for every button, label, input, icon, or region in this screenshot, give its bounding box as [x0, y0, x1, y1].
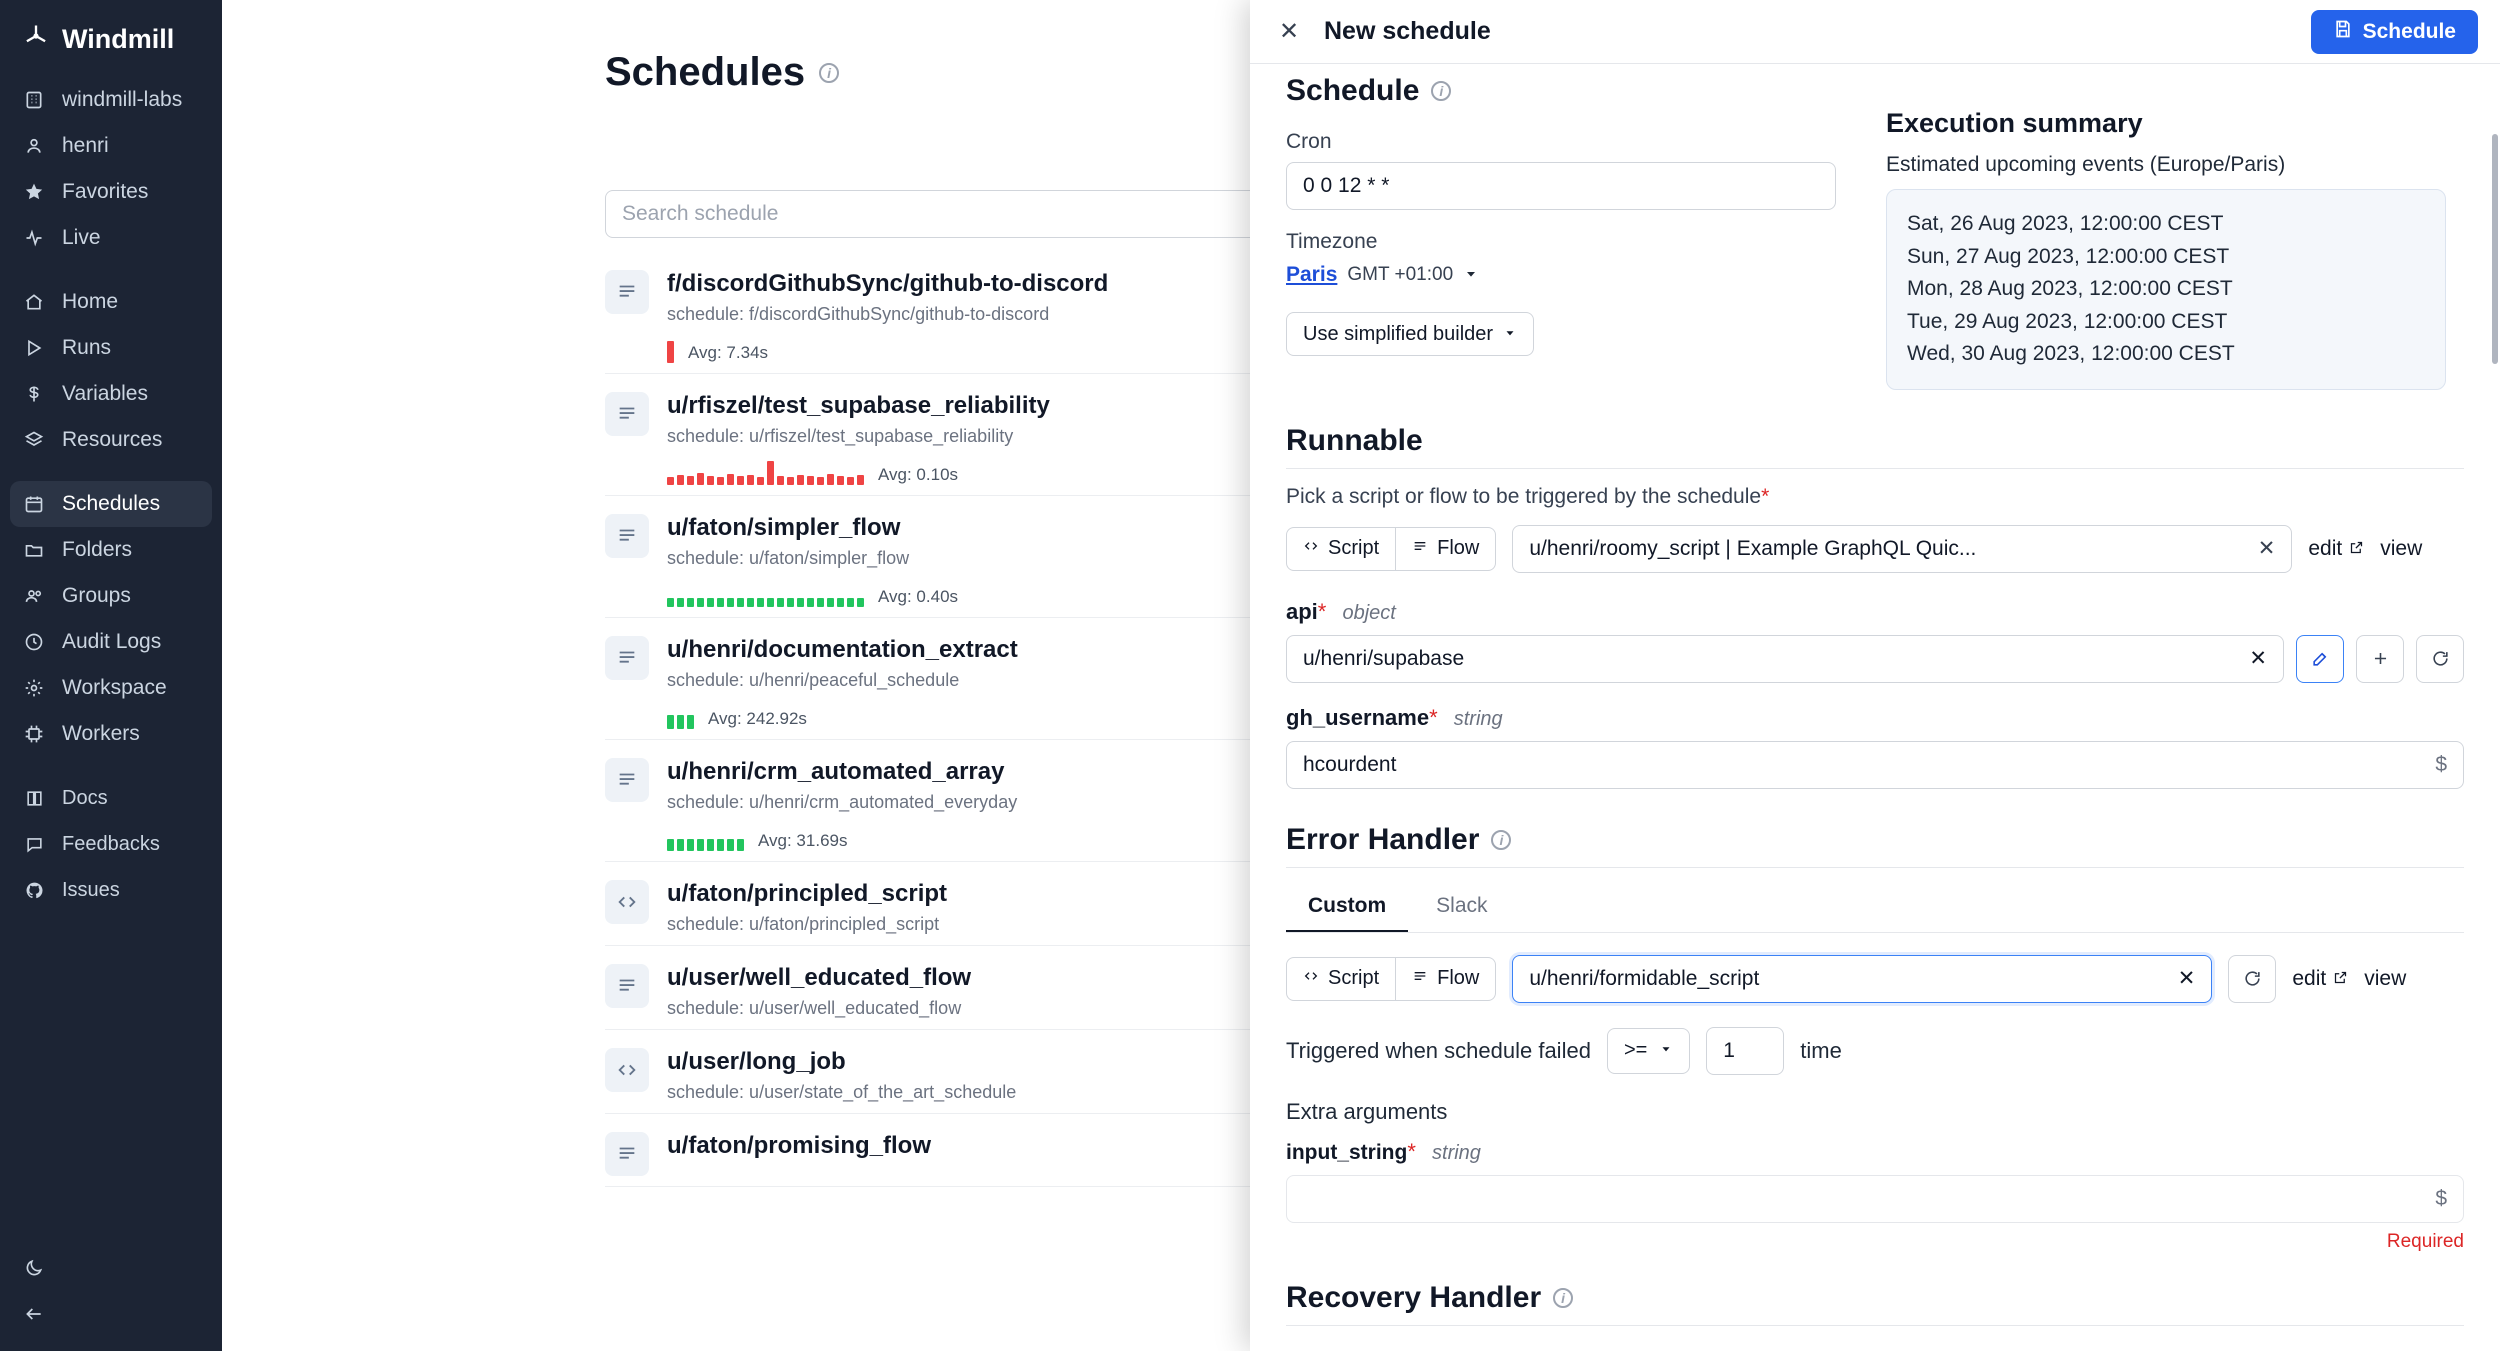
- flow-icon: [1412, 967, 1428, 990]
- users-icon: [22, 584, 46, 608]
- schedule-path: schedule: u/rfiszel/test_supabase_reliability: [667, 426, 1014, 446]
- sidebar-item-label: Runs: [62, 336, 112, 359]
- windmill-icon: [22, 22, 50, 57]
- runnable-view-label: view: [2380, 536, 2423, 560]
- schedule-name: u/user/long_job: [667, 1048, 846, 1075]
- gear-icon: [22, 676, 46, 700]
- sidebar-item-label: Feedbacks: [62, 832, 160, 855]
- sidebar-item-label: Audit Logs: [62, 630, 162, 653]
- execution-summary-heading: Execution summary: [1886, 108, 2143, 138]
- tab-custom[interactable]: Custom: [1286, 882, 1408, 932]
- save-icon: [2333, 19, 2353, 45]
- schedule-path: schedule: u/user/state_of_the_art_schedule: [667, 1082, 1017, 1102]
- cron-label: Cron: [1286, 130, 1332, 153]
- runs-sparkline: [667, 705, 694, 729]
- event-item: Mon, 28 Aug 2023, 12:00:00 CEST: [1907, 277, 2233, 301]
- time-unit-label: time: [1800, 1037, 1842, 1063]
- timezone-label: Timezone: [1286, 230, 1378, 253]
- flow-tab-label: Flow: [1437, 537, 1480, 560]
- arg-api-input[interactable]: [1286, 635, 2284, 683]
- flow-icon: [1412, 537, 1428, 560]
- info-icon[interactable]: i: [1491, 830, 1511, 850]
- event-item: Sat, 26 Aug 2023, 12:00:00 CEST: [1907, 212, 2224, 235]
- execution-summary-subtitle: Estimated upcoming events (Europe/Paris): [1886, 153, 2286, 176]
- sidebar-item-label: Variables: [62, 382, 148, 405]
- sidebar-item-home[interactable]: [0, 279, 222, 325]
- runnable-view-link[interactable]: [2380, 537, 2422, 561]
- user-label: henri: [62, 134, 109, 157]
- error-handler-heading: [1286, 823, 2464, 857]
- schedule-avg: Avg: 31.69s: [758, 831, 848, 850]
- external-link-icon: [2349, 537, 2364, 561]
- flow-tab[interactable]: [1396, 527, 1496, 571]
- error-flow-tab[interactable]: [1396, 957, 1496, 1001]
- sidebar-item-issues[interactable]: [0, 867, 222, 913]
- schedule-avg: Avg: 0.40s: [878, 587, 959, 606]
- operator-value: >=: [1623, 1039, 1648, 1062]
- sidebar-item-label: Live: [62, 226, 101, 249]
- sidebar-item-label: Issues: [62, 878, 120, 901]
- timezone-select[interactable]: [1286, 262, 1846, 288]
- sidebar-item-workers[interactable]: [0, 711, 222, 757]
- user-menu[interactable]: [0, 123, 222, 169]
- error-handler-value: u/henri/formidable_script: [1529, 966, 1760, 990]
- extra-arg-name: input_string: [1286, 1140, 1408, 1164]
- tab-slack[interactable]: Slack: [1436, 893, 1488, 917]
- error-handler-edit-link[interactable]: [2292, 967, 2348, 991]
- execution-summary-box: [1886, 189, 2446, 390]
- clear-icon[interactable]: ✕: [2177, 967, 2196, 991]
- schedule-name: f/discordGithubSync/github-to-discord: [667, 270, 1109, 297]
- arg-gh-username-input[interactable]: [1286, 741, 2464, 789]
- drawer-body: [1250, 64, 2500, 1351]
- building-icon: [22, 88, 46, 112]
- sidebar-item-folders[interactable]: [0, 527, 222, 573]
- arg-name: gh_username: [1286, 704, 1430, 730]
- layers-icon: [22, 428, 46, 452]
- arg-type: string: [1453, 707, 1503, 730]
- info-icon[interactable]: i: [1553, 1288, 1573, 1308]
- variable-picker-icon[interactable]: $: [2435, 1186, 2447, 1210]
- extra-arguments-label: Extra arguments: [1286, 1098, 1448, 1124]
- app-name: Windmill: [62, 24, 175, 54]
- arg-api-label: api* object: [1286, 598, 1396, 624]
- chevron-down-icon: [1659, 1039, 1673, 1062]
- new-schedule-drawer: [1250, 0, 2500, 1351]
- sidebar-item-label: Workers: [62, 722, 140, 745]
- search-placeholder: Search schedule: [622, 202, 779, 225]
- chevron-down-icon: [1503, 323, 1517, 346]
- schedule-button-label: Schedule: [2362, 19, 2456, 43]
- sidebar-item-label: Home: [62, 290, 119, 313]
- variable-picker-icon[interactable]: $: [2435, 752, 2447, 776]
- event-item: Tue, 29 Aug 2023, 12:00:00 CEST: [1907, 309, 2228, 333]
- app-logo[interactable]: [0, 0, 222, 77]
- flow-icon: [605, 514, 649, 558]
- script-tab[interactable]: [1286, 527, 1396, 571]
- arg-name: api: [1286, 598, 1318, 624]
- simplified-builder-label: Use simplified builder: [1303, 322, 1494, 345]
- extra-arg-type: string: [1432, 1141, 1481, 1164]
- chevron-down-icon: [1463, 262, 1479, 288]
- flow-icon: [605, 964, 649, 1008]
- sidebar-item-runs[interactable]: [0, 325, 222, 371]
- sidebar-item-label: Folders: [62, 538, 133, 561]
- arg-gh-username-label: gh_username* string: [1286, 704, 1503, 730]
- event-item: Wed, 30 Aug 2023, 12:00:00 CEST: [1907, 342, 2235, 366]
- github-icon: [22, 878, 46, 902]
- code-icon: [605, 880, 649, 924]
- dollar-icon: [22, 382, 46, 406]
- runnable-pick-label: Pick a script or flow to be triggered by the schedule*: [1286, 484, 1770, 508]
- drawer-header: [1250, 0, 2500, 64]
- activity-icon: [22, 226, 46, 250]
- runs-sparkline: [667, 827, 744, 851]
- recovery-handler-heading: [1286, 1281, 2464, 1315]
- extra-arg-label: input_string* string: [1286, 1138, 1481, 1164]
- schedule-path: schedule: u/user/well_educated_flow: [667, 998, 962, 1018]
- timezone-offset: GMT +01:00: [1347, 264, 1454, 285]
- event-item: Sun, 27 Aug 2023, 12:00:00 CEST: [1907, 244, 2230, 268]
- flow-icon: [605, 636, 649, 680]
- external-link-icon: [2333, 967, 2348, 991]
- divider: [1286, 1325, 2464, 1326]
- schedule-name: u/rfiszel/test_supabase_reliability: [667, 392, 1050, 419]
- runnable-edit-label: edit: [2308, 536, 2343, 560]
- error-handler-view-link[interactable]: [2364, 967, 2406, 991]
- runnable-picker-value: u/henri/roomy_script | Example GraphQL Quic...: [1529, 536, 1977, 560]
- failure-count-value: 1: [1723, 1038, 1735, 1062]
- star-icon: [22, 180, 46, 204]
- sidebar: [0, 0, 222, 1351]
- arrow-left-icon: [22, 1302, 46, 1326]
- simplified-builder-button[interactable]: [1286, 312, 1534, 356]
- sidebar-item-groups[interactable]: [0, 573, 222, 619]
- runnable-kind-toggle[interactable]: [1286, 527, 1496, 571]
- extra-arg-input[interactable]: [1286, 1175, 2464, 1223]
- clear-icon[interactable]: ✕: [2249, 647, 2267, 671]
- schedule-avg: Avg: 7.34s: [688, 343, 769, 362]
- sidebar-item-audit-logs[interactable]: [0, 619, 222, 665]
- required-validation-message: Required: [2386, 1230, 2464, 1252]
- code-icon: [1303, 537, 1319, 560]
- schedule-name: u/faton/simpler_flow: [667, 514, 901, 541]
- book-icon: [22, 786, 46, 810]
- code-icon: [1303, 967, 1319, 990]
- error-handler-kind-toggle[interactable]: [1286, 957, 1496, 1001]
- add-resource-button[interactable]: [2356, 635, 2404, 683]
- schedule-path: schedule: f/discordGithubSync/github-to-discord: [667, 304, 1050, 324]
- script-icon: [605, 270, 649, 314]
- sidebar-item-label: Resources: [62, 428, 163, 451]
- schedule-name: u/user/well_educated_flow: [667, 964, 972, 991]
- error-script-tab[interactable]: [1286, 957, 1396, 1001]
- schedule-path: schedule: u/faton/principled_script: [667, 914, 940, 934]
- sidebar-item-label: Favorites: [62, 180, 149, 203]
- flow-icon: [605, 758, 649, 802]
- chat-icon: [22, 832, 46, 856]
- play-icon: [22, 336, 46, 360]
- trigger-condition-label: Triggered when schedule failed: [1286, 1037, 1591, 1063]
- schedule-button[interactable]: [2311, 10, 2478, 54]
- sidebar-item-resources[interactable]: [0, 417, 222, 463]
- schedule-path: schedule: u/henri/crm_automated_everyday: [667, 792, 1018, 812]
- clear-icon[interactable]: ✕: [2257, 537, 2276, 561]
- runnable-pick-text: Pick a script or flow to be triggered by the schedule: [1286, 484, 1762, 508]
- sidebar-item-schedules[interactable]: [10, 481, 212, 527]
- schedule-section-heading: [1286, 74, 1846, 108]
- edit-resource-button[interactable]: [2296, 635, 2344, 683]
- close-icon[interactable]: ✕: [1272, 15, 1306, 49]
- folder-icon: [22, 538, 46, 562]
- schedule-path: schedule: u/faton/simpler_flow: [667, 548, 910, 568]
- schedule-name: u/henri/crm_automated_array: [667, 758, 1005, 785]
- schedule-avg: Avg: 0.10s: [878, 465, 959, 484]
- sidebar-item-label: Docs: [62, 786, 108, 809]
- error-handler-picker[interactable]: [1512, 955, 2212, 1003]
- error-handler-heading-text: Error Handler: [1286, 822, 1480, 856]
- sidebar-item-label: Groups: [62, 584, 131, 607]
- refresh-resource-button[interactable]: [2416, 635, 2464, 683]
- error-handler-edit-label: edit: [2292, 966, 2327, 990]
- timezone-city: Paris: [1286, 263, 1338, 286]
- cron-input[interactable]: [1286, 162, 1836, 210]
- sidebar-item-variables[interactable]: [0, 371, 222, 417]
- user-icon: [22, 134, 46, 158]
- sidebar-item-favorites[interactable]: [0, 169, 222, 215]
- workspace-label: windmill-labs: [62, 88, 183, 111]
- runnable-heading: Runnable: [1286, 423, 1423, 457]
- recovery-handler-heading-text: Recovery Handler: [1286, 1280, 1542, 1314]
- info-icon[interactable]: i: [1431, 81, 1451, 101]
- divider: [1286, 468, 2464, 469]
- schedule-name: u/faton/principled_script: [667, 880, 948, 907]
- runnable-edit-link[interactable]: [2308, 537, 2364, 561]
- schedule-name: u/faton/promising_flow: [667, 1132, 931, 1159]
- sidebar-item-feedbacks[interactable]: [0, 821, 222, 867]
- sidebar-item-workspace[interactable]: [0, 665, 222, 711]
- sidebar-item-docs[interactable]: [0, 775, 222, 821]
- arg-type: object: [1342, 601, 1396, 624]
- refresh-error-handler-button[interactable]: [2228, 955, 2276, 1003]
- schedule-avg: Avg: 242.92s: [708, 709, 807, 728]
- schedule-heading-text: Schedule: [1286, 74, 1420, 107]
- divider: [1286, 867, 2464, 868]
- cpu-icon: [22, 722, 46, 746]
- error-script-tab-label: Script: [1328, 967, 1380, 990]
- arg-api-value: u/henri/supabase: [1303, 646, 1465, 670]
- code-icon: [605, 1048, 649, 1092]
- flow-icon: [605, 1132, 649, 1176]
- workspace-selector[interactable]: [0, 77, 222, 123]
- scrollbar[interactable]: [2492, 134, 2498, 364]
- sidebar-item-label: Workspace: [62, 676, 167, 699]
- moon-icon: [22, 1256, 46, 1280]
- page-title-text: Schedules: [605, 50, 806, 94]
- script-icon: [605, 392, 649, 436]
- info-icon[interactable]: i: [819, 63, 839, 83]
- drawer-title: New schedule: [1324, 17, 1491, 45]
- schedule-name: u/henri/documentation_extract: [667, 636, 1018, 663]
- script-tab-label: Script: [1328, 537, 1380, 560]
- page-title: [605, 50, 839, 95]
- operator-select[interactable]: [1607, 1028, 1690, 1074]
- runs-sparkline: [667, 583, 864, 607]
- arg-gh-username-value: hcourdent: [1303, 752, 1397, 776]
- runnable-picker[interactable]: [1512, 525, 2292, 573]
- error-handler-tabs: [1286, 882, 2464, 933]
- error-flow-tab-label: Flow: [1437, 967, 1480, 990]
- schedule-path: schedule: u/henri/peaceful_schedule: [667, 670, 960, 690]
- cron-value: 0 0 12 * *: [1303, 174, 1390, 197]
- sidebar-item-label: Schedules: [62, 492, 161, 515]
- collapse-sidebar-button[interactable]: [0, 1291, 222, 1337]
- clock-icon: [22, 630, 46, 654]
- sidebar-item-live[interactable]: [0, 215, 222, 261]
- dark-mode-toggle[interactable]: [0, 1245, 222, 1291]
- runs-sparkline: [667, 461, 864, 485]
- failure-count-input[interactable]: [1706, 1027, 1784, 1075]
- runs-sparkline: [667, 339, 674, 363]
- home-icon: [22, 290, 46, 314]
- error-handler-view-label: view: [2364, 966, 2407, 990]
- calendar-icon: [22, 492, 46, 516]
